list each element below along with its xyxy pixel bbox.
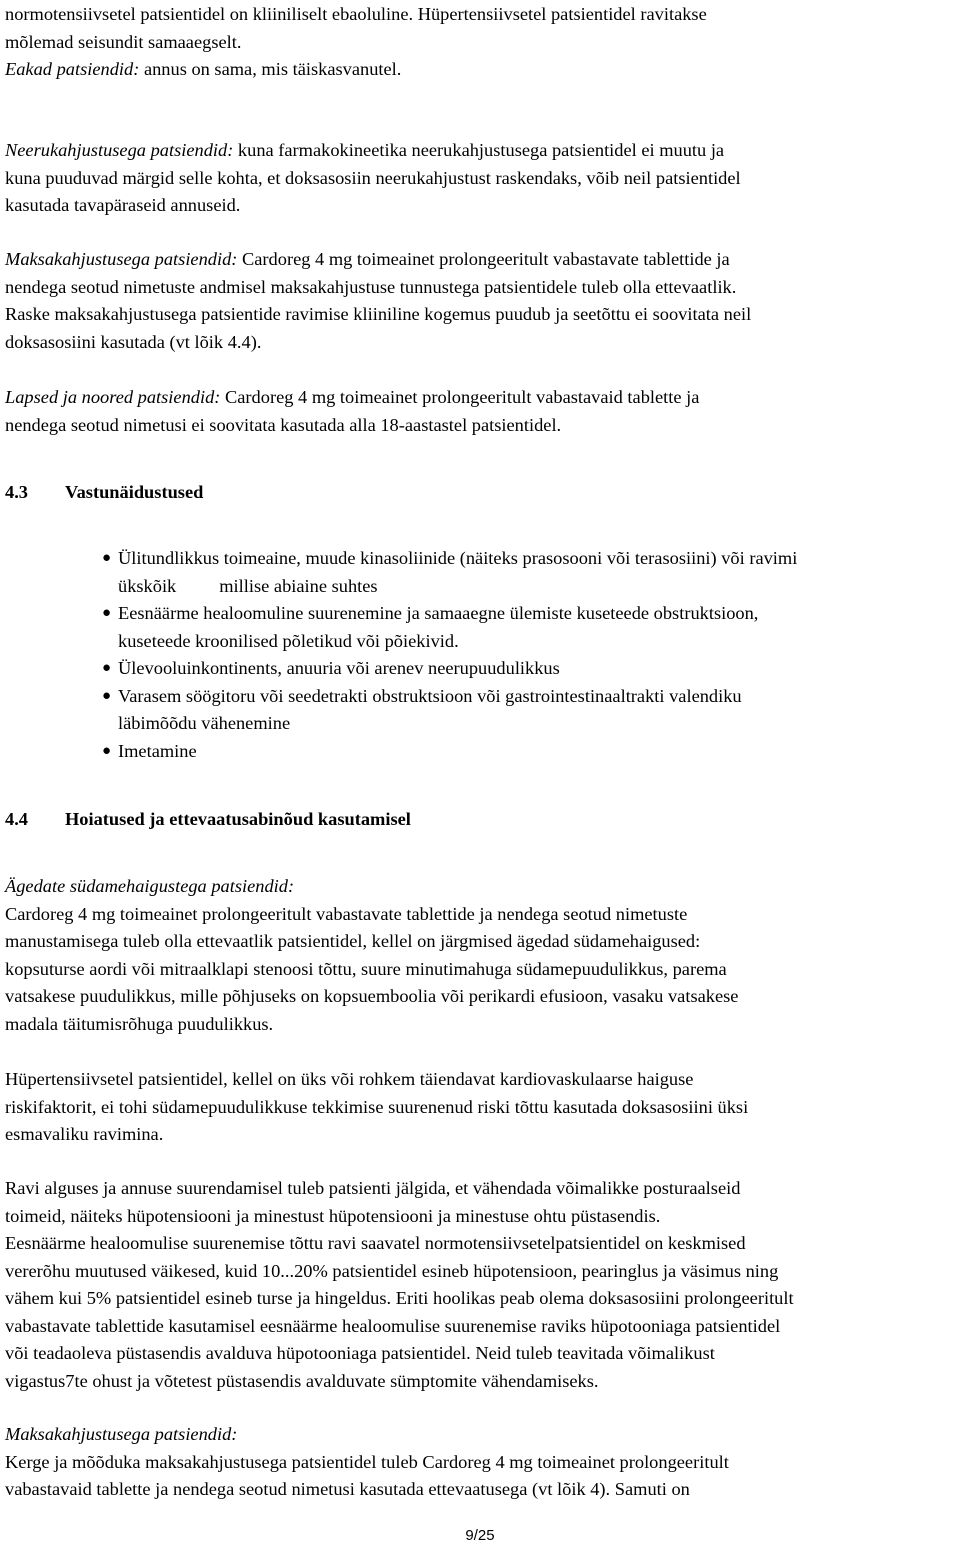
text-line: manustamisega tuleb olla ettevaatlik patsientidel, kellel on järgmised ägedad südamehaigused: [5,931,701,951]
paragraph-elderly [5,56,401,84]
text-line: nendega seotud nimetuste andmisel maksakahjustuse tunnustega patsientidele tuleb olla ettevaatlik. [5,276,737,297]
text-line: vererõhu muutused väikesed, kuid 10...20% patsientidel esineb hüpotensioon, pearinglus ja väsimus ning [5,1260,779,1281]
text-line: kasutada tavapäraseid annuseid. [5,195,241,215]
text-line: Cardoreg 4 mg toimeainet prolongeeritult vabastavate tablettide ja nendega seotud nimetuste [5,903,688,924]
paragraph-cardiac [5,873,738,1038]
text-line: kuna farmakokineetika neerukahjustusega patsientidel ei muutu ja [233,140,725,160]
text-line: Imetamine [118,740,197,761]
text-line: Kerge ja mõõduka maksakahjustusega patsientidel tuleb Cardoreg 4 mg toimeainet prolongeeritult [5,1451,729,1472]
text-line: või teadaoleva püstasendis avalduva hüpotooniaga patsientidel. Neid tuleb teavitada võimalikust [5,1343,715,1363]
bullet-icon: ● [102,605,112,621]
text-line: riskifaktorit, ei tohi südamepuudulikkuse tekkimise suurenenud riski tõttu kasutada doksasosiini üksi [5,1096,749,1117]
text-line: vähem kui 5% patsientidel esineb turse ja hingeldus. Eriti hoolikas peab olema doksasosiini prolongeeritult [5,1288,794,1308]
text-line: Ülevooluinkontinents, anuuria või arenev neerupuudulikkus [118,658,560,678]
section-title: Vastunäidustused [65,482,204,502]
paragraph-label: Maksakahjustusega patsiendid: [5,249,238,269]
text-line: millise abiaine suhtes [219,575,378,596]
text-line: vigastus7te ohust ja võtetest püstasendis avalduvate sümptomite vähendamiseks. [5,1370,599,1391]
bullet-icon: ● [102,660,112,676]
bullet-icon: ● [102,742,112,759]
contraindications-list [5,545,957,765]
text-line: vatsakese puudulikkus, mille põhjuseks on kopsuemboolia või perikardi efusioon, vasaku vatsakese [5,986,739,1006]
section-title: Hoiatused ja ettevaatusabinõud kasutamisel [65,809,411,829]
paragraph-top [5,1,707,56]
text-line: Ülitundlikkus toimeaine, muude kinasoliinide (näiteks prasosooni või terasosiini) või ravimi [118,548,798,568]
text-line: Cardoreg 4 mg toimeainet prolongeeritult vabastavaid tablette ja [220,387,700,407]
list-item [5,683,957,738]
paragraph-renal [5,137,741,220]
text-line: annus on sama, mis täiskasvanutel. [139,59,402,79]
page-number: 9/25 [465,1527,495,1544]
paragraph-label: Ägedate südamehaigustega patsiendid: [5,876,295,896]
list-item [5,655,957,683]
paragraph-hepatic-2 [5,1421,729,1504]
text-line: Eesnäärme healoomuline suurenemine ja samaaegne ülemiste kuseteede obstruktsioon, [118,603,759,623]
text-line: esmavaliku ravimina. [5,1124,164,1144]
text-line: Cardoreg 4 mg toimeainet prolongeeritult vabastavate tablettide ja [237,249,730,269]
paragraph-hypertensive [5,1066,748,1149]
section-number: 4.3 [5,482,28,502]
text-line: vabastavate tablettide kasutamisel eesnäärme healoomulise suurenemise raviks hüpotooniaga patsientidel [5,1315,781,1336]
text-line: kopsuturse aordi või mitraalklapi stenoosi tõttu, suure minutimahuga südamepuudulikkus, parema [5,958,727,979]
bullet-icon: ● [102,550,112,566]
text-line: mõlemad seisundit samaaegselt. [5,31,242,52]
text-line: Eesnäärme healoomulise suurenemise tõttu ravi saavatel normotensiivsetelpatsientidel on keskmised [5,1233,746,1253]
text-line: madala täitumisrõhuga puudulikkus. [5,1013,274,1034]
paragraph-label: Eakad patsiendid: [5,59,140,79]
section-heading-4-3 [5,479,203,507]
text-line: läbimõõdu vähenemine [118,713,291,733]
text-line: toimeid, näiteks hüpotensiooni ja minestust hüpotensiooni ja minestuse ohtu püstasendis. [5,1205,661,1226]
text-line: Varasem söögitoru või seedetrakti obstruktsioon või gastrointestinaaltrakti valendiku [118,685,742,706]
list-item [5,600,957,655]
text-line: doksasosiini kasutada (vt lõik 4.4). [5,331,262,352]
text-line: Raske maksakahjustusega patsientide ravimise kliiniline kogemus puudub ja seetõttu ei soovitata neil [5,304,752,324]
section-heading-4-4 [5,806,411,834]
paragraph-hepatic [5,246,751,356]
list-item [5,738,957,766]
text-line: kuna puuduvad märgid selle kohta, et doksasosiin neerukahjustust raskendaks, võib neil patsientidel [5,167,741,188]
bullet-icon: ● [102,687,112,704]
text-line: nendega seotud nimetusi ei soovitata kasutada alla 18-aastastel patsientidel. [5,414,562,435]
section-number: 4.4 [5,809,28,829]
text-line: normotensiivsetel patsientidel on kliiniliselt ebaoluline. Hüpertensiivsetel patsientidel ravitakse [5,4,707,24]
paragraph-label: Lapsed ja noored patsiendid: [5,387,221,407]
text-line: Ravi alguses ja annuse suurendamisel tuleb patsienti jälgida, et vähendada võimalikke posturaalseid [5,1178,741,1198]
text-line: ükskõik [118,575,177,596]
list-item [5,545,957,600]
text-line: kuseteede kroonilised põletikud või põiekivid. [118,630,459,651]
paragraph-label: Maksakahjustusega patsiendid: [5,1424,238,1444]
paragraph-start [5,1175,794,1395]
text-line: vabastavaid tablette ja nendega seotud nimetusi kasutada ettevaatusega (vt lõik 4). Samuti on [5,1479,690,1499]
text-line: Hüpertensiivsetel patsientidel, kellel on üks või rohkem täiendavat kardiovaskulaarse haiguse [5,1069,694,1089]
paragraph-children [5,384,699,439]
paragraph-label: Neerukahjustusega patsiendid: [5,140,234,160]
